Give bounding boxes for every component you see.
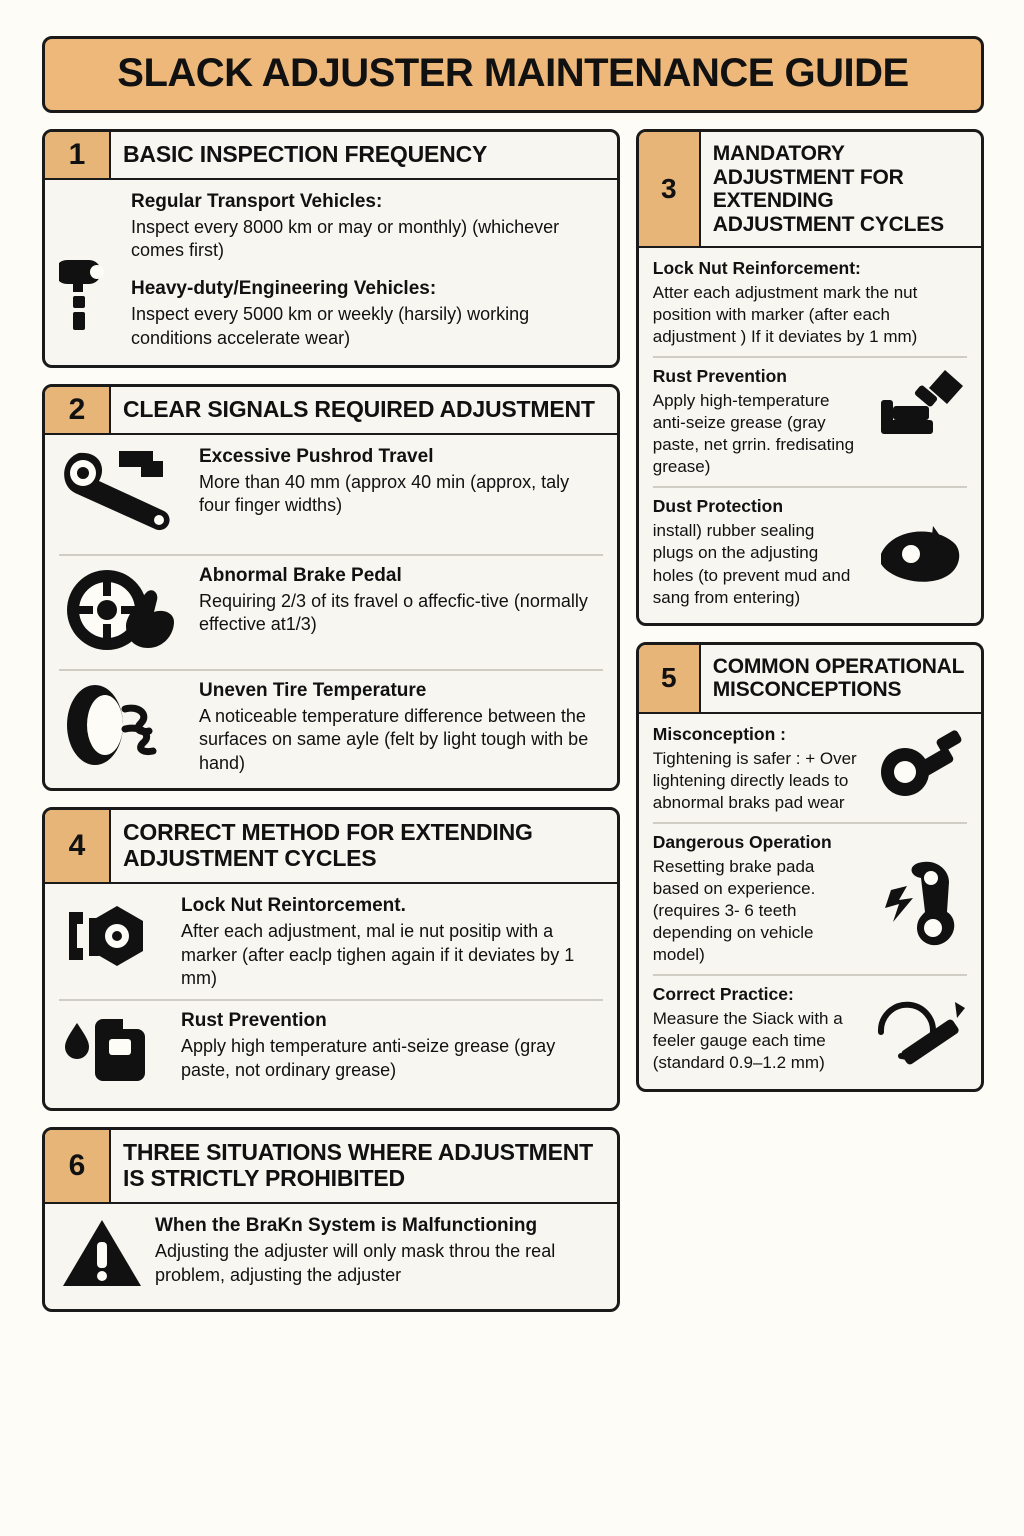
section-1-body — [45, 180, 617, 365]
section-5-body — [639, 714, 981, 1090]
wrench-over-tighten-icon — [875, 724, 967, 809]
section-5-item-3-label: Correct Practice: — [652, 984, 794, 1005]
grease-bottle-icon — [59, 1009, 171, 1096]
section-6-title: THREE SITUATIONS WHERE ADJUSTMENT IS STRICTLY PROHIBITED — [123, 1139, 594, 1192]
grease-gun-icon — [875, 366, 967, 447]
section-3-item-3-text: install) rubber sealing plugs on the adjusting holes (to prevent mud and sang from entering) — [652, 521, 851, 607]
section-1-item-2-label: Heavy-duty/Engineering Vehicles: — [131, 278, 437, 300]
section-3-item-2-text: Apply high-temperature anti-seize grease (gray paste, net grrin. fredisating grease) — [652, 391, 855, 477]
warning-triangle-icon — [59, 1214, 145, 1297]
page-title: SLACK ADJUSTER MAINTENANCE GUIDE — [117, 51, 909, 95]
content-columns — [30, 129, 994, 1328]
section-2-item-1 — [59, 445, 603, 546]
bolt-wrench-icon — [59, 190, 121, 351]
danger-lever-icon — [871, 856, 967, 961]
section-4-item-1-label: Lock Nut Reintorcement. — [181, 894, 406, 916]
section-1-item-2-text: Inspect every 5000 km or weekly (harsily) working conditions accelerate wear) — [131, 304, 530, 349]
section-3-item-2-label: Rust Prevention — [652, 366, 787, 387]
section-6-item-1-text: Adjusting the adjuster will only mask throu the real problem, adjusting the adjuster — [155, 1240, 556, 1285]
dust-plug-icon — [867, 520, 967, 597]
section-1-header — [45, 132, 617, 180]
section-6-item-1-label: When the BraKn System is Malfunctioning — [155, 1214, 538, 1236]
right-column — [636, 129, 984, 1108]
section-4-title: CORRECT METHOD FOR EXTENDING ADJUSTMENT CYCLES — [123, 819, 533, 872]
section-2-item-3 — [59, 669, 603, 777]
section-2-item-3-text: A noticeable temperature difference between the surfaces on same ayle (felt by light tough with be hand) — [199, 705, 589, 774]
section-4-item-2 — [59, 999, 603, 1096]
section-4-item-2-text: Apply high temperature anti-seize grease (gray paste, not ordinary grease) — [181, 1036, 556, 1081]
section-card-1 — [42, 129, 620, 368]
section-5-header — [639, 645, 981, 714]
section-3-title: MANDATORY ADJUSTMENT FOR EXTENDING ADJUSTMENT CYCLES — [712, 142, 944, 236]
section-card-4 — [42, 807, 620, 1111]
section-2-body — [45, 435, 617, 789]
section-3-header — [639, 132, 981, 248]
section-1-number: 1 — [45, 132, 111, 178]
section-1-item-1-text: Inspect every 8000 km or may or monthly) (whichever comes first) — [131, 216, 560, 261]
section-5-item-2-label: Dangerous Operation — [652, 831, 832, 852]
section-6-body — [45, 1204, 617, 1309]
section-5-item-1-text: Tightening is safer : + Over lightening directly leads to abnormal braks pad wear — [652, 748, 857, 812]
section-4-number: 4 — [45, 810, 111, 882]
section-5-item-1-label: Misconception : — [652, 723, 786, 744]
section-5-item-3-text: Measure the Siack with a feeler gauge each time (standard 0.9–1.2 mm) — [652, 1009, 843, 1073]
section-3-item-1-text: Atter each adjustment mark the nut position with marker (after each adjustment ) If it deviates by 1 mm) — [652, 282, 918, 347]
section-1-item-2 — [131, 271, 603, 351]
section-5-item-1 — [653, 724, 967, 814]
section-3-item-3 — [653, 486, 967, 608]
tire-heat-icon — [59, 679, 189, 776]
section-card-3 — [636, 129, 984, 626]
section-card-5 — [636, 642, 984, 1093]
section-3-item-1-label: Lock Nut Reinforcement: — [652, 258, 861, 279]
section-5-item-2-text: Resetting brake pada based on experience. (requires 3- 6 teeth depending on vehicle model) — [652, 856, 816, 965]
section-5-title: COMMON OPERATIONAL MISCONCEPTIONS — [712, 654, 964, 702]
lock-nut-marker-icon — [59, 894, 171, 985]
section-2-item-1-label: Excessive Pushrod Travel — [199, 445, 434, 467]
section-4-body — [45, 884, 617, 1109]
section-2-item-2-label: Abnormal Brake Pedal — [199, 564, 402, 586]
feeler-gauge-icon — [871, 984, 967, 1075]
left-column — [42, 129, 620, 1328]
section-4-header — [45, 810, 617, 884]
section-4-item-1-text: After each adjustment, mal ie nut positip with a marker (after eaclp tighen again if it deviates by 1 mm) — [181, 920, 575, 989]
section-1-item-1 — [131, 190, 603, 264]
section-3-number: 3 — [639, 132, 701, 246]
section-6-header — [45, 1130, 617, 1204]
brake-pedal-hand-icon — [59, 564, 189, 661]
section-2-item-1-text: More than 40 mm (approx 40 min (approx, taly four finger widths) — [199, 471, 570, 516]
section-4-item-1 — [59, 894, 603, 992]
section-3-item-2 — [653, 356, 967, 478]
section-6-item-1 — [59, 1214, 603, 1297]
section-1-title: BASIC INSPECTION FREQUENCY — [123, 141, 488, 167]
section-card-2 — [42, 384, 620, 791]
section-3-item-3-label: Dust Protection — [652, 496, 784, 517]
section-2-header — [45, 387, 617, 435]
section-card-6 — [42, 1127, 620, 1312]
section-6-number: 6 — [45, 1130, 111, 1202]
section-2-number: 2 — [45, 387, 111, 433]
slack-adjuster-arm-icon — [59, 445, 189, 546]
section-5-item-3 — [653, 974, 967, 1075]
section-2-title: CLEAR SIGNALS REQUIRED ADJUSTMENT — [123, 396, 595, 422]
section-1-item-1-label: Regular Transport Vehicles: — [131, 190, 383, 212]
section-5-number: 5 — [639, 645, 701, 712]
section-2-item-2 — [59, 554, 603, 661]
section-4-item-2-label: Rust Prevention — [181, 1010, 327, 1032]
section-2-item-3-label: Uneven Tire Temperature — [199, 679, 427, 701]
page-title-bar — [42, 36, 984, 113]
section-3-item-1 — [653, 258, 967, 348]
section-2-item-2-text: Requiring 2/3 of its fravel o affecfic-tive (normally effective at1/3) — [199, 590, 588, 635]
section-3-body — [639, 248, 981, 623]
section-5-item-2 — [653, 822, 967, 966]
